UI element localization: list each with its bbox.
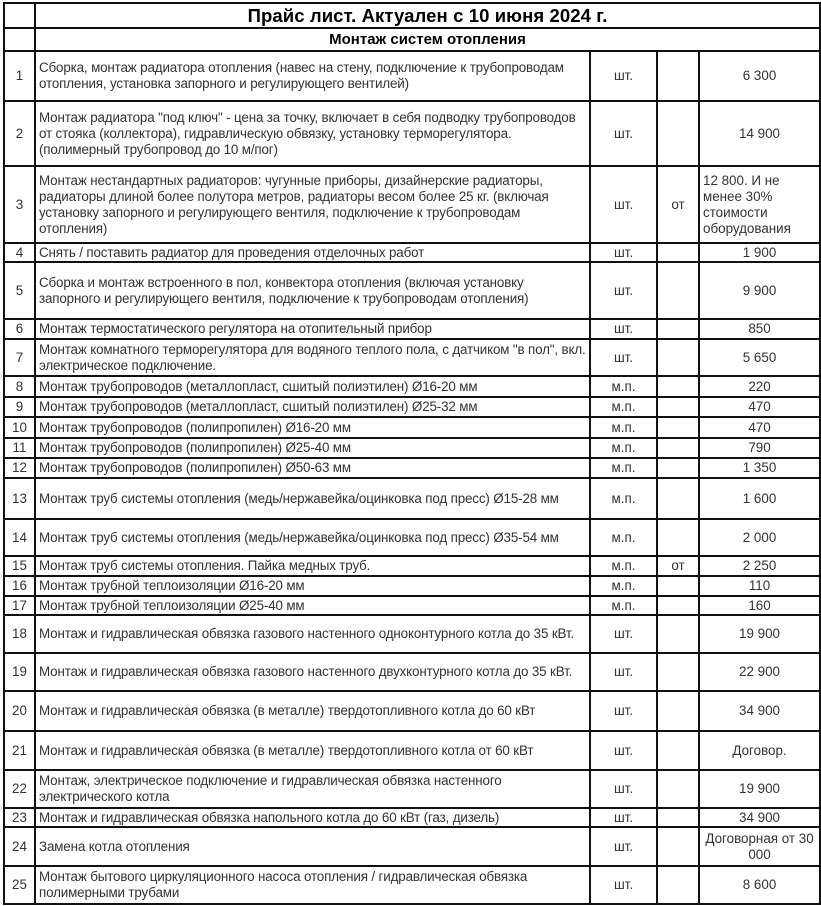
row-description: Монтаж термостатического регулятора на отопительный прибор <box>35 319 590 339</box>
row-price: 110 <box>699 576 820 596</box>
row-price: 19 900 <box>699 615 820 653</box>
row-price: 22 900 <box>699 653 820 691</box>
table-row <box>4 731 820 770</box>
price-list-table <box>3 2 821 905</box>
table-row <box>4 319 820 339</box>
row-number: 12 <box>4 458 35 478</box>
table-row <box>4 808 820 827</box>
row-unit: м.п. <box>590 576 657 596</box>
row-number: 16 <box>4 576 35 596</box>
row-prefix <box>657 458 699 478</box>
row-prefix <box>657 576 699 596</box>
row-unit: шт. <box>590 166 657 243</box>
table-row <box>4 827 820 866</box>
row-description: Монтаж комнатного терморегулятора для водяного теплого пола, с датчиком "в пол", вкл. электрическое подключение. <box>35 339 590 376</box>
row-description: Монтаж и гидравлическая обвязка напольного котла до 60 кВт (газ, дизель) <box>35 808 590 827</box>
table-row <box>4 243 820 262</box>
row-description: Монтаж бытового циркуляционного насоса отопления / гидравлическая обвязка полимерными трубами <box>35 866 590 904</box>
row-price: 9 900 <box>699 262 820 319</box>
row-number: 15 <box>4 556 35 576</box>
row-unit: шт. <box>590 319 657 339</box>
row-number: 18 <box>4 615 35 653</box>
table-row <box>4 478 820 519</box>
row-prefix <box>657 339 699 376</box>
row-prefix: от <box>657 556 699 576</box>
row-unit: м.п. <box>590 438 657 458</box>
row-price: 8 600 <box>699 866 820 904</box>
row-number: 2 <box>4 101 35 166</box>
row-prefix <box>657 438 699 458</box>
table-row <box>4 770 820 808</box>
row-prefix <box>657 827 699 866</box>
table-row <box>4 101 820 166</box>
row-prefix <box>657 615 699 653</box>
row-unit: м.п. <box>590 596 657 615</box>
table-row <box>4 376 820 397</box>
row-description: Монтаж труб системы отопления. Пайка медных труб. <box>35 556 590 576</box>
row-number: 10 <box>4 417 35 438</box>
row-price: 19 900 <box>699 770 820 808</box>
row-prefix <box>657 397 699 417</box>
row-prefix <box>657 319 699 339</box>
row-price: Договорная от 30 000 <box>699 827 820 866</box>
row-number: 22 <box>4 770 35 808</box>
row-number: 20 <box>4 691 35 731</box>
row-description: Сборка и монтаж встроенного в пол, конвектора отопления (включая установку запорного и регулирующего вентиля, подключение к трубопроводам отопления) <box>35 262 590 319</box>
row-unit: м.п. <box>590 478 657 519</box>
row-unit: шт. <box>590 615 657 653</box>
row-description: Монтаж трубопроводов (металлопласт, сшитый полиэтилен) Ø25-32 мм <box>35 397 590 417</box>
row-description: Монтаж трубопроводов (полипропилен) Ø25-40 мм <box>35 438 590 458</box>
row-unit: шт. <box>590 243 657 262</box>
row-prefix <box>657 731 699 770</box>
row-unit: м.п. <box>590 519 657 556</box>
row-unit: шт. <box>590 262 657 319</box>
row-prefix <box>657 596 699 615</box>
row-unit: м.п. <box>590 556 657 576</box>
table-row <box>4 556 820 576</box>
row-unit: шт. <box>590 339 657 376</box>
row-description: Монтаж трубной теплоизоляции Ø25-40 мм <box>35 596 590 615</box>
row-number: 9 <box>4 397 35 417</box>
title-row <box>4 3 820 28</box>
row-unit: шт. <box>590 691 657 731</box>
row-description: Монтаж нестандартных радиаторов: чугунные приборы, дизайнерские радиаторы, радиаторы длиной более полутора метров, радиаторы весом более 25 кг. (включая установку запорного и регулирующего вентиля, подключение к трубопроводам отопления) <box>35 166 590 243</box>
table-row <box>4 519 820 556</box>
row-price: 160 <box>699 596 820 615</box>
row-unit: шт. <box>590 770 657 808</box>
section-title: Монтаж систем отопления <box>35 28 820 51</box>
row-prefix <box>657 808 699 827</box>
table-row <box>4 866 820 904</box>
row-price: 6 300 <box>699 51 820 101</box>
row-price: 14 900 <box>699 101 820 166</box>
section-row <box>4 28 820 51</box>
row-prefix <box>657 51 699 101</box>
row-description: Монтаж и гидравлическая обвязка (в металле) твердотопливного котла до 60 кВт <box>35 691 590 731</box>
row-prefix: от <box>657 166 699 243</box>
row-prefix <box>657 519 699 556</box>
row-unit: шт. <box>590 866 657 904</box>
row-prefix <box>657 866 699 904</box>
row-price: 1 900 <box>699 243 820 262</box>
table-row <box>4 51 820 101</box>
row-number: 1 <box>4 51 35 101</box>
row-number: 25 <box>4 866 35 904</box>
row-price: 220 <box>699 376 820 397</box>
row-prefix <box>657 243 699 262</box>
row-description: Монтаж трубной теплоизоляции Ø16-20 мм <box>35 576 590 596</box>
row-number: 3 <box>4 166 35 243</box>
row-description: Снять / поставить радиатор для проведения отделочных работ <box>35 243 590 262</box>
row-price: 1 600 <box>699 478 820 519</box>
table-row <box>4 166 820 243</box>
table-row <box>4 576 820 596</box>
table-row <box>4 596 820 615</box>
row-description: Монтаж радиатора "под ключ" - цена за точку, включает в себя подводку трубопроводов от стояка (коллектора), гидравлическую обвязку, установку терморегулятора. (полимерный трубопровод до 10 м/пог) <box>35 101 590 166</box>
row-unit: м.п. <box>590 417 657 438</box>
row-unit: м.п. <box>590 397 657 417</box>
row-number: 19 <box>4 653 35 691</box>
row-number: 5 <box>4 262 35 319</box>
row-description: Замена котла отопления <box>35 827 590 866</box>
row-description: Монтаж и гидравлическая обвязка газового настенного двухконтурного котла до 35 кВт. <box>35 653 590 691</box>
table-row <box>4 417 820 438</box>
row-price: 850 <box>699 319 820 339</box>
price-list-title: Прайс лист. Актуален с 10 июня 2024 г. <box>35 3 820 28</box>
row-prefix <box>657 417 699 438</box>
row-description: Монтаж и гидравлическая обвязка (в металле) твердотопливного котла от 60 кВт <box>35 731 590 770</box>
row-description: Монтаж труб системы отопления (медь/нержавейка/оцинковка под пресс) Ø35-54 мм <box>35 519 590 556</box>
row-description: Монтаж трубопроводов (полипропилен) Ø16-20 мм <box>35 417 590 438</box>
row-number: 23 <box>4 808 35 827</box>
table-row <box>4 438 820 458</box>
row-price: 2 250 <box>699 556 820 576</box>
row-prefix <box>657 101 699 166</box>
row-description: Монтаж труб системы отопления (медь/нержавейка/оцинковка под пресс) Ø15-28 мм <box>35 478 590 519</box>
row-unit: шт. <box>590 827 657 866</box>
row-number: 4 <box>4 243 35 262</box>
section-num-cell <box>4 28 35 51</box>
row-price: 1 350 <box>699 458 820 478</box>
row-number: 14 <box>4 519 35 556</box>
row-description: Монтаж трубопроводов (металлопласт, сшитый полиэтилен) Ø16-20 мм <box>35 376 590 397</box>
row-description: Монтаж трубопроводов (полипропилен) Ø50-63 мм <box>35 458 590 478</box>
row-price: 790 <box>699 438 820 458</box>
row-number: 6 <box>4 319 35 339</box>
row-prefix <box>657 478 699 519</box>
row-unit: шт. <box>590 808 657 827</box>
row-description: Сборка, монтаж радиатора отопления (навес на стену, подключение к трубопроводам отопления, установка запорного и регулирующего вентилей) <box>35 51 590 101</box>
row-number: 8 <box>4 376 35 397</box>
row-unit: шт. <box>590 51 657 101</box>
row-price: 12 800. И не менее 30% стоимости оборудования <box>699 166 820 243</box>
row-prefix <box>657 691 699 731</box>
row-price: 470 <box>699 397 820 417</box>
row-unit: м.п. <box>590 376 657 397</box>
row-number: 24 <box>4 827 35 866</box>
row-price: 2 000 <box>699 519 820 556</box>
row-unit: шт. <box>590 731 657 770</box>
row-number: 7 <box>4 339 35 376</box>
row-description: Монтаж и гидравлическая обвязка газового настенного одноконтурного котла до 35 кВт. <box>35 615 590 653</box>
table-row <box>4 653 820 691</box>
row-number: 17 <box>4 596 35 615</box>
row-prefix <box>657 770 699 808</box>
row-prefix <box>657 376 699 397</box>
table-row <box>4 458 820 478</box>
row-unit: шт. <box>590 653 657 691</box>
row-number: 13 <box>4 478 35 519</box>
row-unit: шт. <box>590 101 657 166</box>
row-price: 34 900 <box>699 808 820 827</box>
row-price: 470 <box>699 417 820 438</box>
row-price: Договор. <box>699 731 820 770</box>
row-price: 5 650 <box>699 339 820 376</box>
row-unit: м.п. <box>590 458 657 478</box>
table-row <box>4 691 820 731</box>
row-prefix <box>657 262 699 319</box>
row-description: Монтаж, электрическое подключение и гидравлическая обвязка настенного электрического котла <box>35 770 590 808</box>
table-row <box>4 615 820 653</box>
row-number: 11 <box>4 438 35 458</box>
row-prefix <box>657 653 699 691</box>
table-row <box>4 262 820 319</box>
row-price: 34 900 <box>699 691 820 731</box>
row-number: 21 <box>4 731 35 770</box>
table-row <box>4 397 820 417</box>
table-row <box>4 339 820 376</box>
title-num-cell <box>4 3 35 28</box>
